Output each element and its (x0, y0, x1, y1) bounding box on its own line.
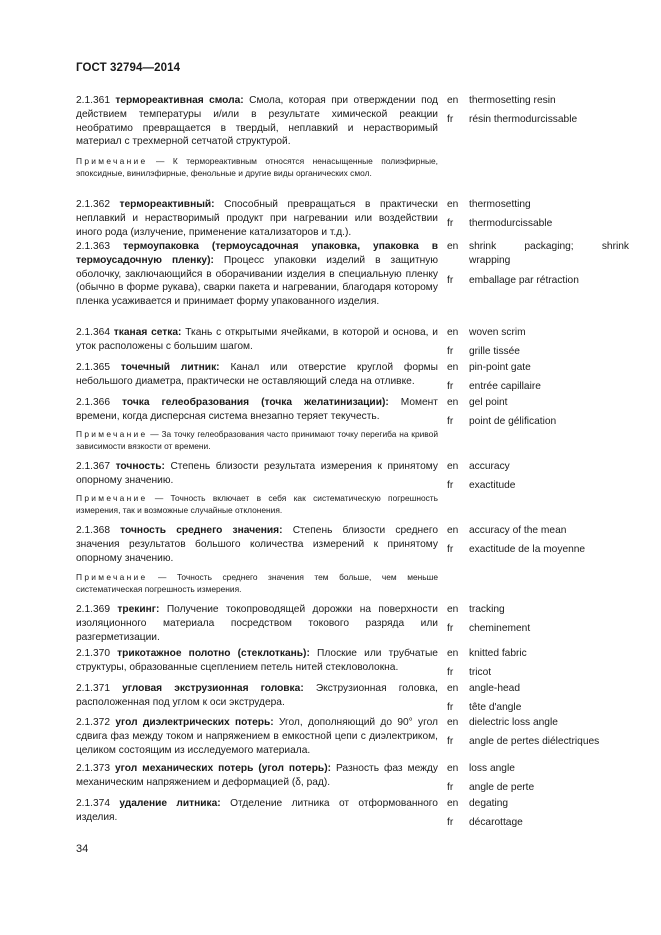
term-definition (76, 326, 438, 354)
definition-text: Момент времени, когда дисперсная система внезапно теряет текучесть. (76, 397, 438, 422)
term-number: 2.1.374 (76, 798, 110, 809)
term-name: точность среднего значения: (120, 525, 283, 536)
lang-code-fr: fr (447, 381, 454, 392)
english-term: degating (469, 798, 509, 809)
translations (447, 460, 627, 498)
english-term: dielectric loss angle (469, 717, 558, 728)
french-term: point de gélification (469, 416, 557, 427)
term-name: точка гелеобразования (точка желатинизации): (122, 397, 389, 408)
term-name: термореактивная смола: (115, 95, 244, 106)
lang-code-fr: fr (447, 218, 454, 229)
term-number: 2.1.368 (76, 525, 110, 536)
lang-code-en: en (447, 648, 459, 659)
term-name: угловая экструзионная головка: (122, 683, 304, 694)
definition-text: Степень близости среднего значения результатов большого количества измерений к принятому опорному значению. (76, 525, 438, 564)
translations (447, 647, 627, 685)
term-name: тканая сетка: (113, 327, 182, 338)
translations (447, 524, 627, 562)
term-number: 2.1.366 (76, 397, 110, 408)
lang-code-en: en (447, 798, 459, 809)
french-term: thermodurcissable (469, 218, 553, 229)
note-text: — Точность среднего значения тем больше, чем меньше систематическая погрешность измерения. (76, 572, 439, 594)
english-term: knitted fabric (469, 648, 527, 659)
term-name: угол диэлектрических потерь: (115, 717, 274, 728)
term-number: 2.1.361 (76, 95, 110, 106)
english-term: woven scrim (469, 327, 526, 338)
french-term: décarottage (469, 817, 523, 828)
lang-code-en: en (447, 397, 459, 408)
lang-code-en: en (447, 241, 459, 252)
english-term: loss angle (469, 763, 515, 774)
term-name: термоупаковка (термоусадочная упаковка, упаковка в термоусадочную пленку): (76, 241, 438, 266)
note-text: — За точку гелеобразования часто принимают точку перегиба на кривой зависимости вязкости от времени. (76, 429, 438, 451)
term-definition (76, 762, 438, 790)
term-definition (76, 682, 438, 710)
note-label: Примечание (76, 429, 148, 439)
french-term: angle de perte (469, 782, 535, 793)
term-note (76, 429, 438, 452)
lang-code-fr: fr (447, 544, 454, 555)
note-text: — К термореактивным относятся ненасыщенные полиэфирные, эпоксидные, винилэфирные, фенольные и другие виды органических смол. (76, 156, 439, 178)
translations (447, 716, 627, 754)
lang-code-fr: fr (447, 667, 454, 678)
definition-text: Степень близости результата измерения к принятому опорному значению. (76, 461, 438, 486)
definition-text: Процесс упаковки изделий в защитную оболочку, заключающийся в оборачивании изделия в специальную пленку (обычно в форме рукава), сварки пакета и нагревании, благодаря которому пленка усаживается и принимает форму упакованного изделия. (76, 254, 438, 308)
lang-code-en: en (447, 763, 459, 774)
english-term: thermosetting resin (469, 95, 556, 106)
lang-code-en: en (447, 604, 459, 615)
definition-text: Способный превращаться в практически неплавкий и нерастворимый продукт при нагревании или воздействии иного рода (излучение, применение катализаторов и т.д.). (76, 199, 438, 238)
term-definition (76, 797, 438, 825)
lang-code-en: en (447, 95, 459, 106)
definition-text: Получение токопроводящей дорожки на поверхности изоляционного материала посредством токового разряда или разгерметизации. (76, 604, 438, 643)
french-term: cheminement (469, 623, 531, 634)
french-term: exactitude de la moyenne (469, 544, 586, 555)
definition-text: Угол, дополняющий до 90° угол сдвига фаз между током и напряжением в емкостной цепи с диэлектриком, целиком состоящим из исследуемого материала. (76, 717, 439, 756)
term-definition (76, 460, 438, 488)
french-term: entrée capillaire (469, 381, 541, 392)
term-name: трекинг: (117, 604, 160, 615)
translations (447, 603, 627, 641)
lang-code-fr: fr (447, 817, 454, 828)
term-definition (76, 603, 438, 644)
french-term: résin thermodurcissable (469, 114, 578, 125)
lang-code-fr: fr (447, 346, 454, 357)
lang-code-fr: fr (447, 736, 454, 747)
document-header: ГОСТ 32794—2014 (76, 62, 181, 74)
english-term: tracking (469, 604, 505, 615)
french-term: emballage par rétraction (469, 275, 579, 286)
definition-text: Разность фаз между механическим напряжением и деформацией (δ, рад). (76, 763, 438, 788)
english-term: shrink packaging; shrink wrapping (469, 241, 629, 266)
term-definition (76, 647, 438, 675)
english-term: accuracy (469, 461, 510, 472)
lang-code-fr: fr (447, 114, 454, 125)
term-name: точечный литник: (120, 362, 220, 373)
french-term: exactitude (469, 480, 516, 491)
term-name: удаление литника: (119, 798, 221, 809)
term-note (76, 572, 438, 595)
term-number: 2.1.363 (76, 241, 110, 252)
term-definition (76, 240, 438, 309)
term-number: 2.1.373 (76, 763, 110, 774)
note-text: — Точность включает в себя как систематическую погрешность измерения, так и возможные случайные отклонения. (76, 493, 439, 515)
translations (447, 762, 627, 800)
term-number: 2.1.370 (76, 648, 110, 659)
lang-code-en: en (447, 461, 459, 472)
term-number: 2.1.372 (76, 717, 110, 728)
english-term: thermosetting (469, 199, 531, 210)
translations (447, 240, 627, 293)
lang-code-en: en (447, 362, 459, 373)
term-number: 2.1.364 (76, 327, 110, 338)
french-term: grille tissée (469, 346, 520, 357)
definition-text: Отделение литника от отформованного изделия. (76, 798, 438, 823)
term-number: 2.1.367 (76, 461, 110, 472)
translations (447, 396, 627, 434)
lang-code-en: en (447, 199, 459, 210)
term-definition (76, 716, 438, 757)
lang-code-fr: fr (447, 702, 454, 713)
term-name: точность: (115, 461, 165, 472)
definition-text: Ткань с открытыми ячейками, в которой и основа, и уток расположены с большим шагом. (76, 327, 438, 352)
definition-text: Канал или отверстие круглой формы небольшого диаметра, практически не оставляющий следа на отливке. (76, 362, 438, 387)
translations (447, 361, 627, 399)
term-number: 2.1.365 (76, 362, 110, 373)
lang-code-fr: fr (447, 416, 454, 427)
term-number: 2.1.371 (76, 683, 110, 694)
french-term: tête d'angle (469, 702, 522, 713)
term-name: трикотажное полотно (стеклоткань): (117, 648, 310, 659)
note-label: Примечание (76, 572, 148, 582)
page-number: 34 (76, 843, 89, 855)
term-number: 2.1.362 (76, 199, 110, 210)
note-label: Примечание (76, 493, 148, 503)
english-term: angle-head (469, 683, 520, 694)
translations (447, 198, 627, 236)
english-term: pin-point gate (469, 362, 531, 373)
term-name: угол механических потерь (угол потерь): (114, 763, 331, 774)
term-definition (76, 198, 438, 239)
term-definition (76, 361, 438, 389)
lang-code-fr: fr (447, 480, 454, 491)
term-definition (76, 94, 438, 149)
lang-code-fr: fr (447, 623, 454, 634)
term-definition (76, 396, 438, 424)
lang-code-en: en (447, 525, 459, 536)
definition-text: Экструзионная головка, расположенная под углом к оси экструдера. (76, 683, 438, 708)
translations (447, 94, 627, 132)
translations (447, 326, 627, 364)
english-term: accuracy of the mean (469, 525, 567, 536)
term-note (76, 156, 438, 179)
lang-code-en: en (447, 327, 459, 338)
definition-text: Смола, которая при отверждении под действием температуры и/или в результате химической реакции необратимо превращается в твердый, неплавкий и нерастворимый материал с трехмерной сетчатой структурой. (76, 95, 438, 148)
french-term: angle de pertes diélectriques (469, 736, 600, 747)
note-label: Примечание (76, 156, 148, 166)
lang-code-fr: fr (447, 275, 454, 286)
term-name: термореактивный: (119, 199, 215, 210)
english-term: gel point (469, 397, 508, 408)
term-number: 2.1.369 (76, 604, 110, 615)
lang-code-en: en (447, 683, 459, 694)
term-definition (76, 524, 438, 565)
translations (447, 797, 627, 835)
lang-code-fr: fr (447, 782, 454, 793)
french-term: tricot (469, 667, 492, 678)
lang-code-en: en (447, 717, 459, 728)
definition-text: Плоские или трубчатые структуры, образованные сцеплением петель нитей стекловолокна. (76, 648, 438, 673)
term-note (76, 493, 438, 516)
translations (447, 682, 627, 720)
